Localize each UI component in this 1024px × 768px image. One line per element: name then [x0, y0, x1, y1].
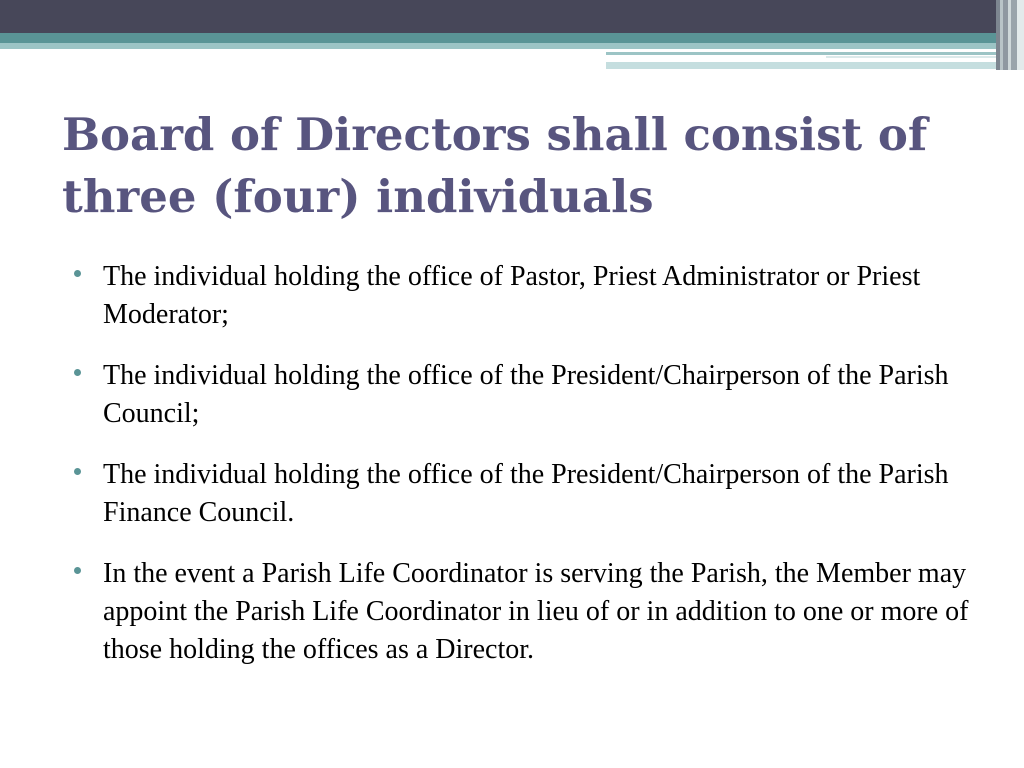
bullet-item — [74, 258, 974, 334]
header-accent-line — [606, 52, 1024, 55]
bullet-list — [74, 258, 974, 692]
slide-title: Board of Directors shall consist of three (four) individuals — [62, 108, 928, 223]
bullet-text: The individual holding the office of Pastor, Priest Administrator or Priest Moderator; — [103, 261, 921, 330]
bullet-item — [74, 555, 974, 669]
bullet-text: The individual holding the office of the President/Chairperson of the Parish Finance Council. — [103, 459, 949, 528]
bullet-text: In the event a Parish Life Coordinator is serving the Parish, the Member may appoint the Parish Life Coordinator in lieu of or in addition to one or more of those holding the offices as a Director. — [103, 558, 969, 665]
bullet-text: The individual holding the office of the President/Chairperson of the Parish Council; — [103, 360, 949, 429]
bullet-dot-icon — [74, 567, 81, 574]
header-stripe-decoration — [996, 0, 1024, 70]
bullet-dot-icon — [74, 468, 81, 475]
bullet-dot-icon — [74, 270, 81, 277]
bullet-item — [74, 456, 974, 532]
header-bar — [0, 0, 1024, 33]
bullet-item — [74, 357, 974, 433]
header-accent-line — [826, 56, 1024, 58]
header-accent-band — [0, 33, 1024, 43]
header-accent-band-light — [0, 43, 1024, 49]
header-accent-line — [606, 62, 1024, 69]
bullet-dot-icon — [74, 369, 81, 376]
